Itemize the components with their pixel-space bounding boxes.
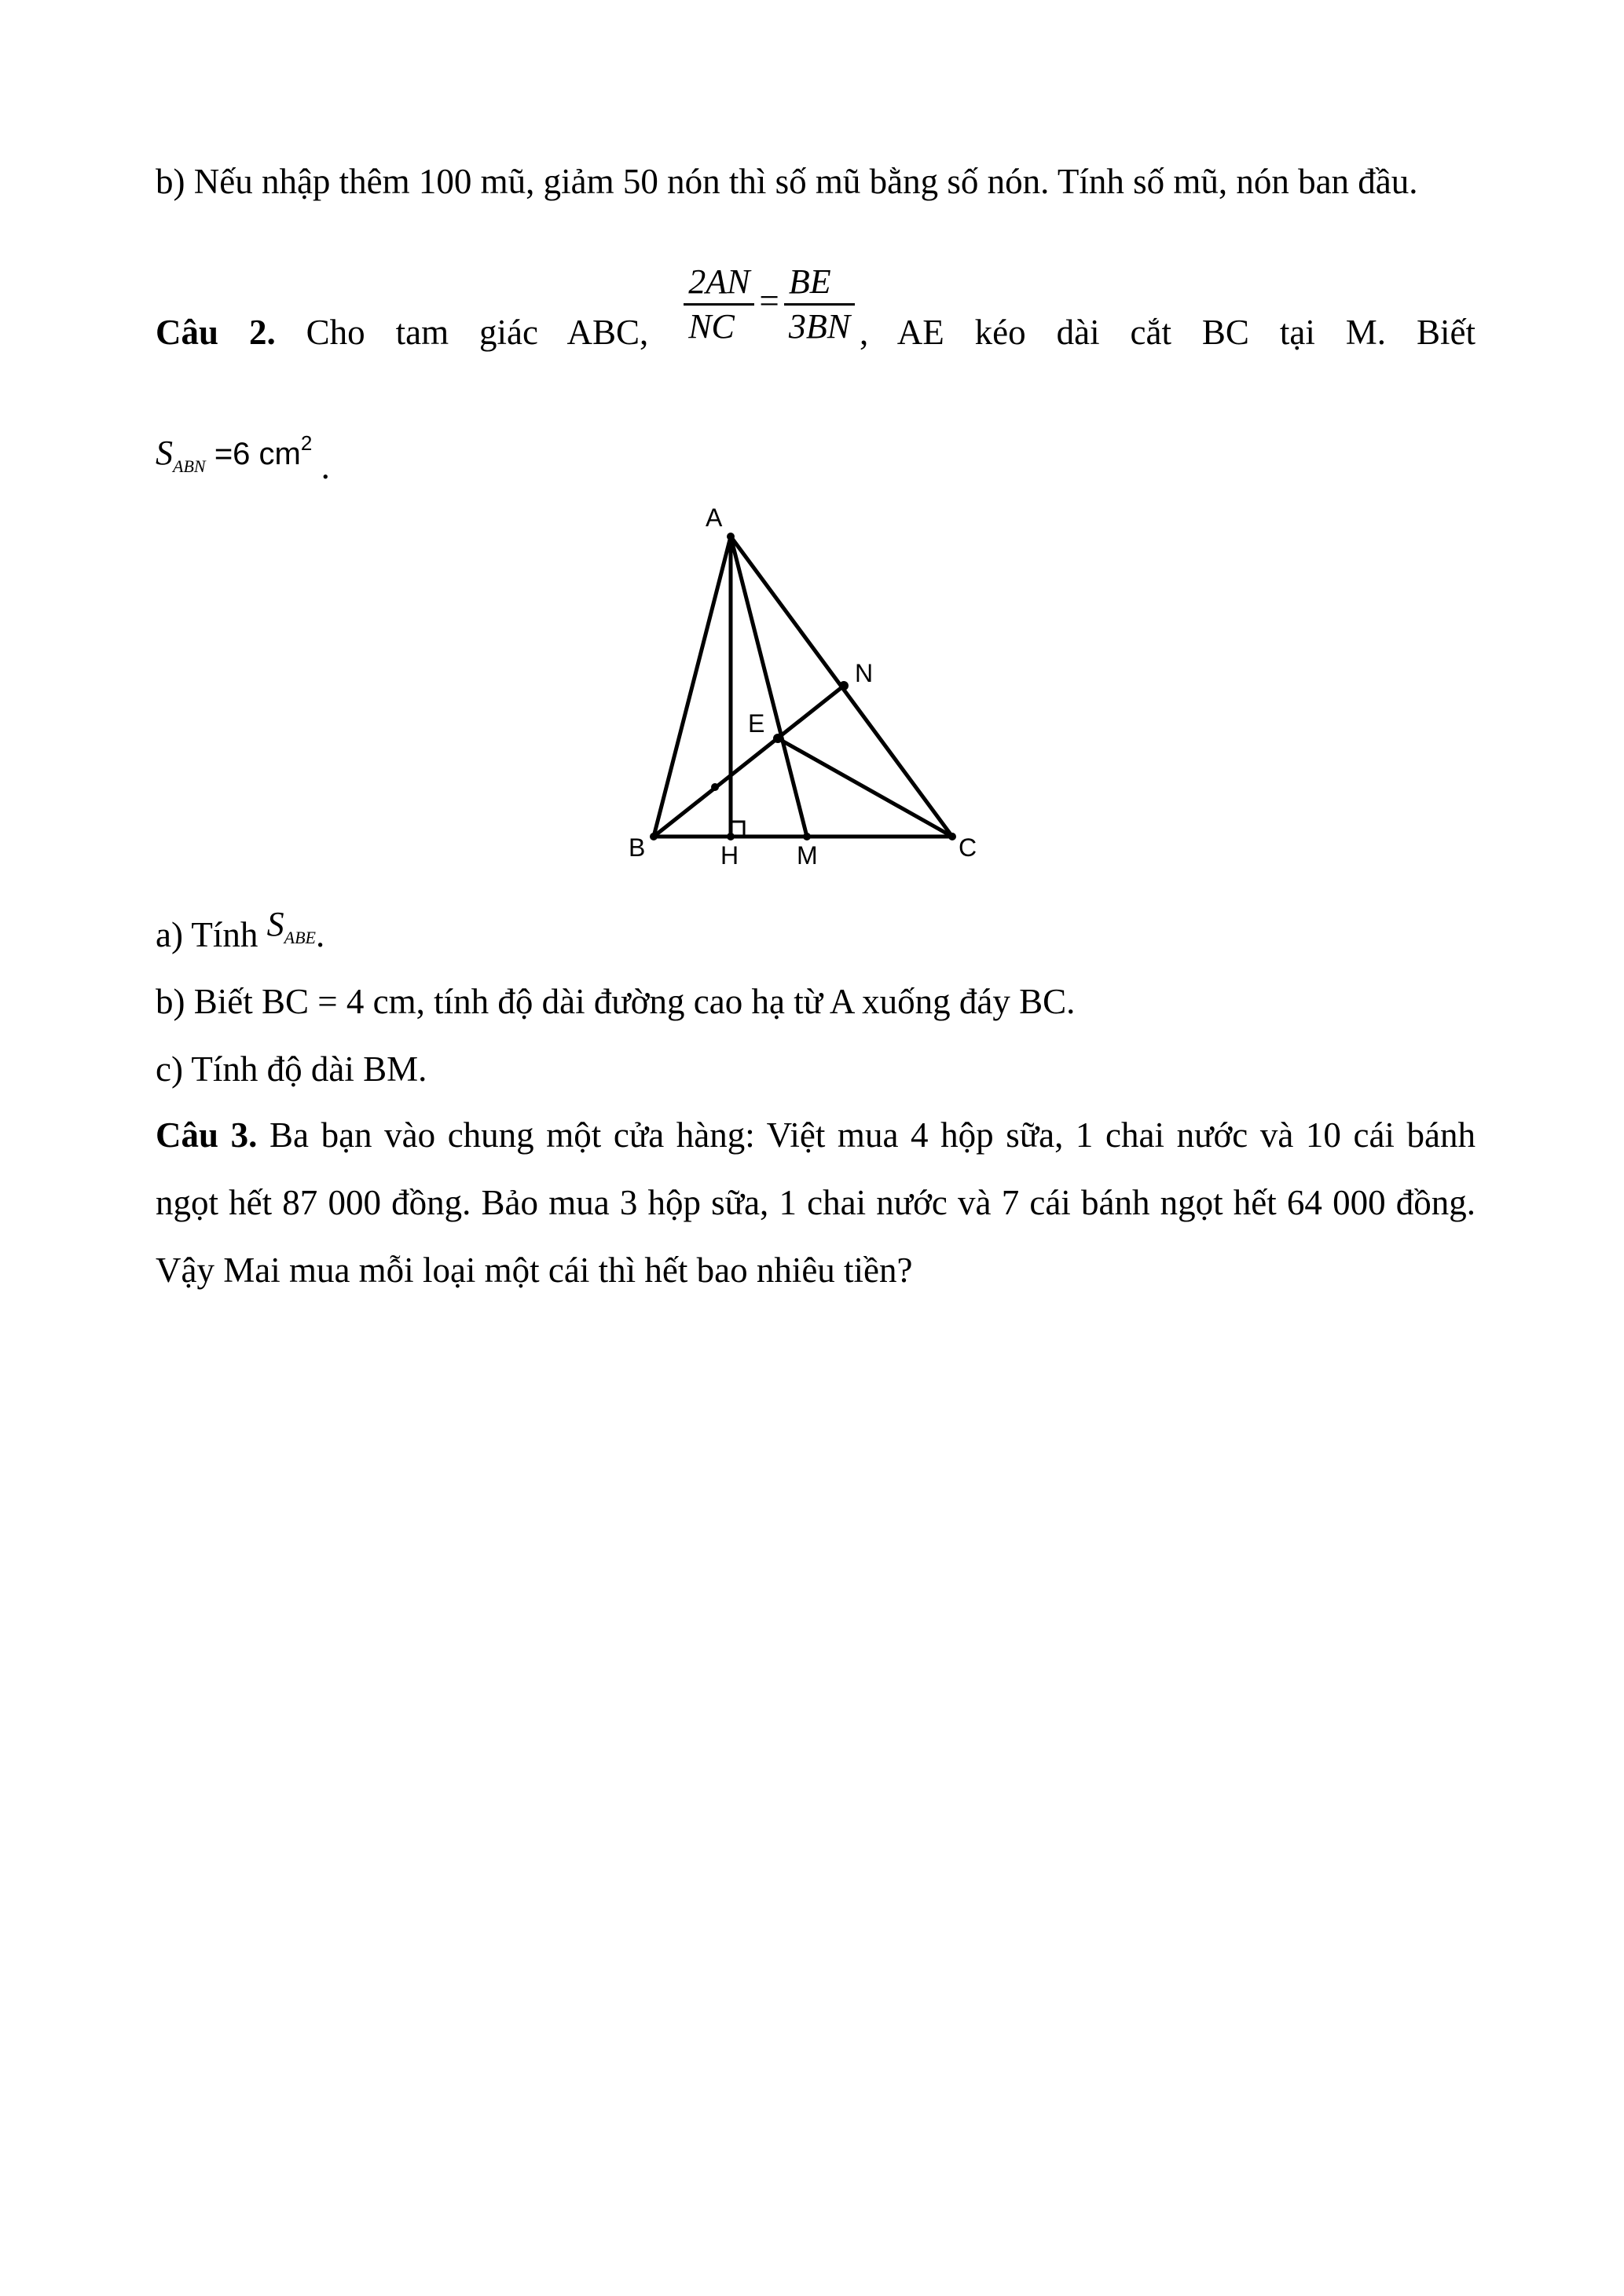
triangle-diagram: [613, 495, 1006, 872]
point-e: [773, 734, 783, 743]
fraction-2-denominator: 3BN: [788, 307, 851, 346]
question-3-label: Câu 3.: [156, 1115, 258, 1155]
segment-am: [731, 536, 807, 837]
area-symbol: S: [156, 434, 173, 472]
area-abe-subscript: ABE: [284, 928, 316, 947]
question-2-statement: [156, 262, 1476, 379]
point-n: [839, 681, 849, 690]
area-period: .: [321, 447, 330, 486]
area-abe-symbol: S: [266, 905, 284, 943]
area-subscript: ABN: [173, 456, 206, 476]
point-b: [650, 833, 658, 840]
label-e: E: [748, 709, 765, 738]
area-abn-given: [156, 419, 330, 490]
label-n: N: [855, 659, 874, 687]
equals-sign: =: [759, 280, 779, 320]
question-2-label: Câu 2.: [156, 312, 276, 352]
fraction-be-bn: [784, 261, 855, 348]
area-value: =6 cm: [214, 437, 301, 471]
label-a: A: [706, 504, 723, 532]
fraction-1-numerator: 2AN: [684, 261, 754, 306]
question-2b: b) Biết BC = 4 cm, tính độ dài đường cao hạ từ A xuống đáy BC.: [156, 982, 1076, 1021]
fraction-an-nc: [684, 261, 754, 348]
label-m: M: [797, 841, 818, 870]
label-c: C: [959, 833, 977, 862]
question-3-text: Ba bạn vào chung một cửa hàng: Việt mua 4 hộp sữa, 1 chai nước và 10 cái bánh ngọt hết 87 000 đồng. Bảo mua 3 hộp sữa, 1 chai nước và 7 cái bánh ngọt hết 64 000 đồng. Vậy Mai mua mỗi loại một cái thì hết bao nhiêu tiền?: [156, 1115, 1476, 1290]
fraction-2-numerator: BE: [784, 261, 855, 306]
label-h: H: [720, 841, 739, 870]
question-2a-period: .: [315, 915, 325, 954]
question-2-text-after: , AE kéo dài cắt BC tại M. Biết: [860, 312, 1476, 352]
segment-ab: [654, 536, 731, 837]
question-2-text-before: Cho tam giác ABC,: [306, 312, 649, 352]
fraction-1-denominator: NC: [688, 307, 735, 346]
question-2a: [156, 905, 325, 972]
point-m: [803, 833, 811, 840]
point-h: [727, 833, 735, 840]
question-1b: b) Nếu nhập thêm 100 mũ, giảm 50 nón thì số mũ bằng số nón. Tính số mũ, nón ban đầu.: [156, 162, 1418, 201]
area-superscript: 2: [300, 431, 313, 455]
point-a: [727, 533, 735, 540]
point-c: [948, 833, 956, 840]
question-3: [156, 1101, 1476, 1304]
question-2a-text: a) Tính: [156, 915, 258, 954]
label-b: B: [629, 833, 646, 862]
point-bn-ah-intersection: [711, 783, 719, 791]
question-2c: c) Tính độ dài BM.: [156, 1049, 427, 1089]
